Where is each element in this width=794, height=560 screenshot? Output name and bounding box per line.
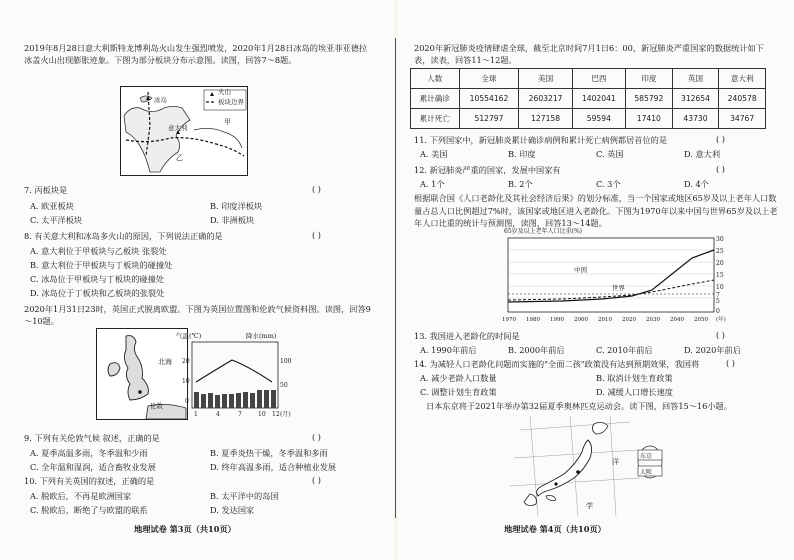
page-divider <box>395 38 396 518</box>
month-tick-7: 7 <box>238 411 242 418</box>
table-cell: 240578 <box>719 89 766 109</box>
table-cell: 2603217 <box>519 89 572 109</box>
table-cell: 512797 <box>459 109 519 129</box>
x-tick: 2010 <box>598 317 612 323</box>
intro-13-14: 根据联合国《人口老龄化及其社会经济后果》的划分标准，当一个国家或地区65岁及以上老年人口数量占总人口比例超过7%时，该国家或地区进入老龄化。下图为1970年以来中国与世界65岁及以上老年人口比重的统计与预测图，读图，回答13～14题。 <box>414 193 778 228</box>
x-tick: 2050 <box>694 317 708 323</box>
table-header-row <box>411 69 766 89</box>
y-tick-5: 5 <box>716 298 720 305</box>
label-sea: 学 <box>586 502 593 510</box>
table-header: 印度 <box>626 69 673 89</box>
intro-9-10: 2020年1月31日23时，英国正式脱离欧盟。下图为英国位置图和伦敦气候资料图。读图，回答9～10题。 <box>24 304 371 326</box>
table-header: 意大利 <box>719 69 766 89</box>
legend-volcano: 火山 <box>218 88 231 96</box>
q12-option-a: A. 1个 <box>420 179 445 189</box>
q8-option-b: B. 意大利位于甲板块与丁板块的碰撞处 <box>30 260 173 270</box>
y-tick-25: 25 <box>716 248 724 255</box>
q13-option-d: D. 2020年前后 <box>684 345 741 355</box>
q10-option-a: A. 脱欧后，不再是欧洲国家 <box>30 491 132 501</box>
q13-answer-blank: ( ) <box>716 330 725 340</box>
x-tick: 1980 <box>526 317 540 323</box>
plate-map <box>120 86 248 176</box>
table-cell: 34767 <box>719 109 766 129</box>
x-tick: 1970 <box>502 317 516 323</box>
q13-option-b: B. 2000年前后 <box>508 345 565 355</box>
london-climate-chart <box>172 330 302 426</box>
q9-answer-blank: ( ) <box>312 432 321 442</box>
q10-option-c: C. 脱欧后，断绝了与欧盟的联系 <box>30 505 148 515</box>
q9-option-c: C. 全年温和湿润，适合畜牧业发展 <box>30 462 156 472</box>
page-4-footer: 地理试卷 第4页（共10页） <box>504 524 606 534</box>
q13-option-c: C. 2010年前后 <box>596 345 653 355</box>
x-tick: 2000 <box>574 317 588 323</box>
table-cell: 59594 <box>572 109 625 129</box>
q8-answer-blank: ( ) <box>312 230 321 240</box>
q10-option-b: B. 太平洋中的岛国 <box>210 491 279 501</box>
intro-11-12: 2020年新冠肺炎疫情肆虐全球，截至北京时间7月1日6：00，新冠肺炎严重国家的数据统计如下表，读表，回答11～12题。 <box>414 43 764 65</box>
q11-option-a: A. 美国 <box>420 149 448 159</box>
label-world: 世界 <box>612 284 625 292</box>
table-cell: 312654 <box>672 89 719 109</box>
month-tick-12: 12 <box>272 411 280 418</box>
table-cell: 10554162 <box>459 89 519 109</box>
q8-option-a: A. 意大利位于甲板块与乙板块 张裂处 <box>30 246 167 256</box>
month-tick-10: 10 <box>258 411 266 418</box>
label-london: 伦敦 <box>150 402 163 410</box>
q11-option-d: D. 意大利 <box>684 149 721 159</box>
label-tokyo: 东京 <box>640 453 653 460</box>
table-cell: 1402041 <box>572 89 625 109</box>
y-tick-7: 7 <box>716 292 720 299</box>
q11-answer-blank: ( ) <box>716 134 725 144</box>
q13-stem: 13. 我国进入老龄化的时间是 <box>414 331 520 341</box>
table-header: 英国 <box>672 69 719 89</box>
table-header: 巴西 <box>572 69 625 89</box>
q7-option-a: A. 欧亚板块 <box>30 201 74 211</box>
table-cell: 43730 <box>672 109 719 129</box>
label-ocean: 洋 <box>612 458 619 466</box>
label-osaka: 大阪 <box>640 469 653 476</box>
table-row <box>411 89 766 109</box>
q10-option-d: D. 发达国家 <box>210 505 255 515</box>
q8-option-d: D. 冰岛位于丁板块和乙板块的张裂处 <box>30 288 165 298</box>
precip-tick-100: 100 <box>280 358 292 365</box>
q9-option-a: A. 夏季高温多雨，冬季温和少雨 <box>30 448 148 458</box>
y-tick-20: 20 <box>716 260 724 267</box>
month-tick-1: 1 <box>194 411 198 418</box>
temp-axis-label: 气温(℃) <box>176 332 202 340</box>
month-unit: (月) <box>280 411 291 418</box>
table-cell: 累计死亡 <box>411 109 460 129</box>
x-tick: 2040 <box>670 317 684 323</box>
q12-answer-blank: ( ) <box>716 164 725 174</box>
label-north-sea: 北海 <box>158 358 172 366</box>
label-china: 中国 <box>574 266 587 274</box>
y-tick-15: 15 <box>716 272 724 279</box>
label-italy: 意大利 <box>168 124 188 132</box>
q9-option-b: B. 夏季炎热干燥，冬季温和多雨 <box>210 448 328 458</box>
q10-answer-blank: ( ) <box>312 475 321 485</box>
q14-option-d: D. 减缓人口增长速度 <box>596 387 673 397</box>
q12-option-c: C. 3个 <box>596 179 621 189</box>
y-tick-30: 30 <box>716 236 724 243</box>
q8-stem: 8. 有关意大利和冰岛多火山的原因，下列说法正确的是 <box>24 231 223 241</box>
q11-option-c: C. 英国 <box>596 149 624 159</box>
intro-15-16: 日本东京将于2021年举办第32届夏季奥林匹克运动会。读下图，回答15～16小题。 <box>426 401 732 411</box>
page-4 <box>398 0 794 560</box>
q7-option-c: C. 太平洋板块 <box>30 215 83 225</box>
q12-option-d: D. 4个 <box>684 179 709 189</box>
precip-tick-50: 50 <box>280 382 288 389</box>
intro-7-8: 2019年8月28日意大利斯特龙博利岛火山发生强烈喷发，2020年1月28日冰岛的埃亚菲亚德拉冰盖火山出现膨胀迹象。下图为部分板块分布示意图。读图，回答7～8题。 <box>24 43 368 65</box>
q12-stem: 12. 新冠肺炎严重的国家，发展中国家有 <box>414 165 561 175</box>
page-3 <box>0 0 394 560</box>
q14-option-b: B. 取消计划生育政策 <box>596 373 673 383</box>
table-cell: 累计确诊 <box>411 89 460 109</box>
label-jia: 甲 <box>224 118 231 126</box>
table-cell: 17410 <box>626 109 673 129</box>
aging-chart <box>502 228 734 328</box>
label-yi: 乙 <box>176 154 183 162</box>
table-cell: 585792 <box>626 89 673 109</box>
q7-option-b: B. 印度洋板块 <box>210 201 263 211</box>
q7-option-d: D. 非洲板块 <box>210 215 255 225</box>
q11-option-b: B. 印度 <box>508 149 536 159</box>
q9-option-d: D. 终年高温多雨，适合种植业发展 <box>210 462 337 472</box>
month-tick-4: 4 <box>216 411 220 418</box>
q7-stem: 7. 丙板块是 <box>24 185 68 195</box>
covid-stats-table <box>410 68 766 129</box>
precip-axis-label: 降水(mm) <box>246 332 277 340</box>
q8-option-c: C. 冰岛位于甲板块与丁板块的碰撞处 <box>30 274 164 284</box>
x-tick: 2020 <box>622 317 636 323</box>
japan-map <box>490 416 670 516</box>
y-tick-0: 0 <box>716 308 720 315</box>
q14-answer-blank: ( ) <box>726 358 735 368</box>
table-header: 美国 <box>519 69 572 89</box>
temp-tick-10: 10 <box>182 378 190 385</box>
temp-tick-20: 20 <box>182 358 190 365</box>
q11-stem: 11. 下列国家中，新冠肺炎累计确诊病例和累计死亡病例都居首位的是 <box>414 135 668 145</box>
q9-stem: 9. 下列有关伦敦气候 叙述，正确的是 <box>24 433 160 443</box>
q14-option-a: A. 减少老龄人口数量 <box>420 373 497 383</box>
label-iceland: 冰岛 <box>154 96 167 104</box>
table-header: 全球 <box>459 69 519 89</box>
legend-boundary: 板块边界 <box>218 98 244 106</box>
aging-chart-ylabel: 65岁及以上老年人口比重(%) <box>504 228 583 235</box>
q12-option-b: B. 2个 <box>508 179 533 189</box>
q14-option-c: C. 调整计划生育政策 <box>420 387 497 397</box>
temp-tick-0: 0 <box>185 398 189 405</box>
x-tick: 1990 <box>550 317 564 323</box>
y-tick-10: 10 <box>716 284 724 291</box>
table-cell: 127158 <box>519 109 572 129</box>
q7-answer-blank: ( ) <box>312 184 321 194</box>
x-tick: 2030 <box>646 317 660 323</box>
q10-stem: 10. 下列有关英国的叙述，正确的是 <box>24 476 155 486</box>
q13-option-a: A. 1990年前后 <box>420 345 477 355</box>
table-row <box>411 109 766 129</box>
x-unit: (年) <box>716 317 726 323</box>
table-header: 人数 <box>411 69 460 89</box>
q14-stem: 14. 为减轻人口老龄化问题而实施的"全面二孩"政策没有达到预期效果，我国将 <box>414 359 700 369</box>
page-3-footer: 地理试卷 第3页（共10页） <box>134 524 236 534</box>
